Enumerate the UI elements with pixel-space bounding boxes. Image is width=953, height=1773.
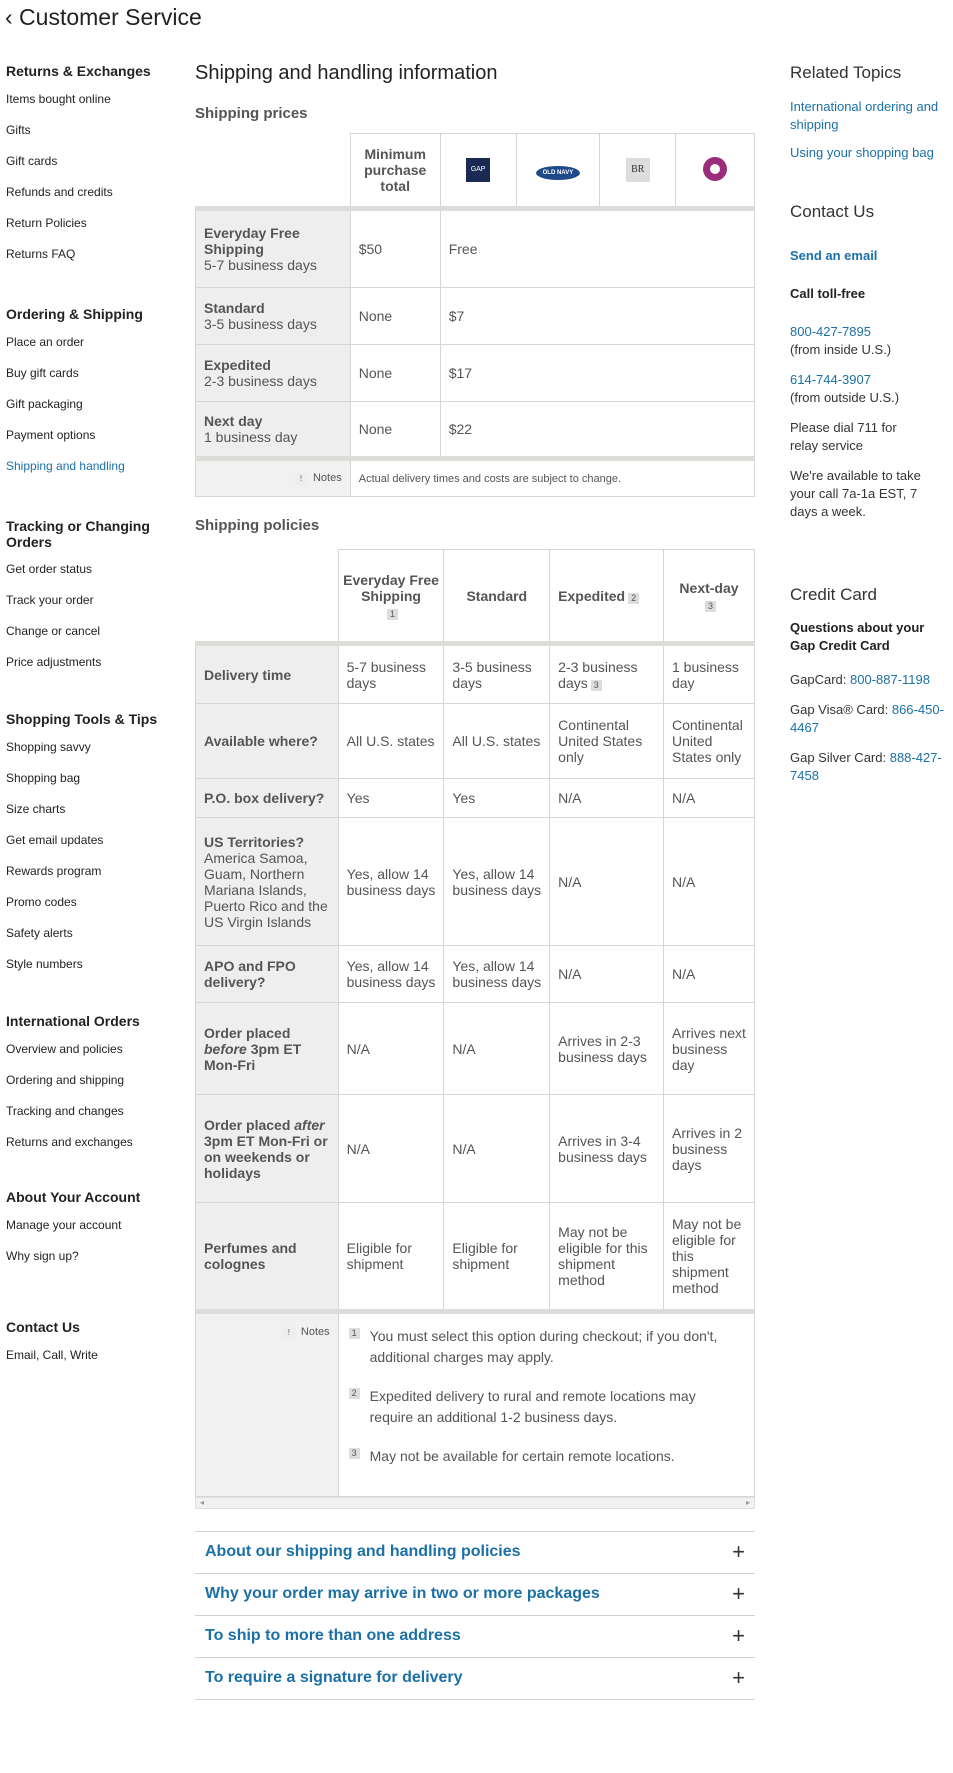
nav-section-title: Returns & Exchanges — [6, 63, 151, 79]
horizontal-scrollbar[interactable] — [195, 1497, 755, 1509]
info-icon: ! — [283, 1327, 295, 1339]
shipping-policies-table — [195, 549, 755, 1497]
nav-item[interactable]: Gift cards — [6, 154, 58, 168]
table-row: Expedited 2-3 business days None $17 — [196, 345, 755, 402]
accordion-signature[interactable]: To require a signature for delivery + — [195, 1658, 755, 1700]
nav-item[interactable]: Returns and exchanges — [6, 1135, 133, 1149]
nav-section-title: About Your Account — [6, 1189, 141, 1205]
banana-republic-logo: BR — [600, 134, 676, 209]
credit-card-title: Credit Card — [790, 585, 877, 604]
nav-item[interactable]: Safety alerts — [6, 926, 73, 940]
plus-icon: + — [732, 1581, 745, 1606]
page-title: Shipping and handling information — [195, 62, 498, 84]
gapcard-phone-link[interactable]: 800-887-1198 — [850, 672, 930, 687]
nav-section-title: Ordering & Shipping — [6, 306, 143, 322]
nav-item[interactable]: Gift packaging — [6, 397, 83, 411]
nav-section-tools — [6, 711, 166, 1013]
plus-icon: + — [732, 1665, 745, 1690]
nav-item[interactable]: Place an order — [6, 335, 85, 349]
accordion-shipping-policies[interactable]: About our shipping and handling policies + — [195, 1532, 755, 1574]
plus-icon: + — [732, 1623, 745, 1648]
nav-item[interactable]: Manage your account — [6, 1218, 122, 1232]
prices-notes-row: ! Notes Actual delivery times and costs are subject to change. — [196, 459, 755, 497]
accordion-multiple-addresses[interactable]: To ship to more than one address + — [195, 1616, 755, 1658]
nav-section-contact — [6, 1319, 166, 1371]
policies-header-row: Everyday Free Shipping 1 Standard Expedited 2 Next-day 3 — [196, 550, 755, 644]
phone-intl-link[interactable]: 614-744-3907 — [790, 372, 871, 387]
call-toll-free-label: Call toll-free — [790, 286, 866, 301]
phone-intl-note: (from outside U.S.) — [790, 390, 900, 405]
table-row: Perfumes and colognes Eligible for shipment Eligible for shipment May not be eligible for this shipment method May not be eligible for this shipment method — [196, 1203, 755, 1312]
visa-line: Gap Visa® Card: 866-450-4467 — [790, 702, 944, 735]
table-row: Everyday Free Shipping 5-7 business days $50 Free — [196, 209, 755, 288]
nav-item[interactable]: Track your order — [6, 593, 94, 607]
related-link[interactable]: Using your shopping bag — [790, 145, 934, 160]
accordion-list — [195, 1531, 755, 1700]
old-navy-logo: OLD NAVY — [516, 134, 600, 209]
nav-item[interactable]: Returns FAQ — [6, 247, 76, 261]
table-row: Next day 1 business day None $22 — [196, 402, 755, 459]
back-to-customer-service[interactable]: ‹ Customer Service — [5, 4, 202, 30]
accordion-multiple-packages[interactable]: Why your order may arrive in two or more packages + — [195, 1574, 755, 1616]
nav-item[interactable]: Price adjustments — [6, 655, 102, 669]
table-row: US Territories? America Samoa, Guam, Northern Mariana Islands, Puerto Rico and the US Virgin Islands Yes, allow 14 business days Yes, allow 14 business days N/A N/A — [196, 818, 755, 946]
table-row: Order placed before 3pm ET Mon-Fri N/A N/A Arrives in 2-3 business days Arrives next business day — [196, 1003, 755, 1095]
nav-item[interactable]: Rewards program — [6, 864, 102, 878]
nav-section-title: Tracking or Changing Orders — [6, 518, 150, 550]
send-email-link[interactable]: Send an email — [790, 248, 878, 263]
athleta-logo — [676, 134, 755, 209]
note-item: 1 You must select this option during checkout; if you don't, additional charges may apply. — [347, 1326, 730, 1368]
silver-phone-link[interactable]: 888-427-7458 — [790, 750, 942, 783]
nav-item[interactable]: Email, Call, Write — [6, 1348, 98, 1362]
nav-item[interactable]: Get email updates — [6, 833, 104, 847]
table-row: Available where? All U.S. states All U.S. states Continental United States only Continental United States only — [196, 704, 755, 779]
related-link[interactable]: International ordering and shipping — [790, 99, 939, 132]
table-row: Standard 3-5 business days None $7 — [196, 288, 755, 345]
right-sidebar — [790, 63, 950, 785]
related-topics-title: Related Topics — [790, 63, 902, 82]
nav-item[interactable]: Tracking and changes — [6, 1104, 124, 1118]
nav-item[interactable]: Why sign up? — [6, 1249, 79, 1263]
nav-section-ordering — [6, 306, 166, 518]
nav-section-title: International Orders — [6, 1013, 140, 1029]
nav-item[interactable]: Overview and policies — [6, 1042, 123, 1056]
table-row: P.O. box delivery? Yes Yes N/A N/A — [196, 779, 755, 818]
gapcard-line: GapCard: 800-887-1198 — [790, 672, 930, 687]
nav-section-international — [6, 1013, 166, 1189]
nav-item[interactable]: Promo codes — [6, 895, 77, 909]
main-content — [195, 62, 755, 1700]
nav-item[interactable]: Refunds and credits — [6, 185, 113, 199]
nav-item[interactable]: Buy gift cards — [6, 366, 79, 380]
min-purchase-header: Minimum purchase total — [350, 134, 440, 209]
policies-notes-row: ! Notes 1 You must select this option during checkout; if you don't, additional charges may apply. 2 Expedited delivery to rural and remote locations may require an additional 1-2 business days. 3 May not be available for certain remote locations. — [196, 1312, 755, 1497]
nav-item[interactable]: Shopping savvy — [6, 740, 91, 754]
credit-card-question: Questions about your Gap Credit Card — [790, 620, 925, 653]
nav-item[interactable]: Style numbers — [6, 957, 83, 971]
contact-us-title: Contact Us — [790, 202, 875, 221]
nav-item-active[interactable]: Shipping and handling — [6, 459, 125, 473]
nav-section-title: Contact Us — [6, 1319, 80, 1335]
nav-section-account — [6, 1189, 166, 1319]
relay-text: Please dial 711 for relay service — [790, 420, 897, 453]
nav-item[interactable]: Ordering and shipping — [6, 1073, 125, 1087]
shipping-prices-table — [195, 133, 755, 497]
nav-item[interactable]: Get order status — [6, 562, 93, 576]
plus-icon: + — [732, 1539, 745, 1564]
gap-logo: GAP — [440, 134, 516, 209]
note-item: 3 May not be available for certain remote locations. — [347, 1446, 730, 1467]
table-row: Delivery time 5-7 business days 3-5 business days 2-3 business days 3 1 business day — [196, 644, 755, 704]
nav-item[interactable]: Change or cancel — [6, 624, 101, 638]
nav-item[interactable]: Size charts — [6, 802, 66, 816]
shipping-prices-heading: Shipping prices — [195, 105, 308, 122]
nav-item[interactable]: Return Policies — [6, 216, 87, 230]
note-item: 2 Expedited delivery to rural and remote locations may require an additional 1-2 business days. — [347, 1386, 730, 1428]
nav-item[interactable]: Shopping bag — [6, 771, 81, 785]
info-icon: ! — [295, 473, 307, 485]
hours-text: We're available to take your call 7a-1a EST, 7 days a week. — [790, 468, 921, 519]
table-row: APO and FPO delivery? Yes, allow 14 business days Yes, allow 14 business days N/A N/A — [196, 946, 755, 1003]
left-nav — [6, 63, 166, 1371]
nav-section-title: Shopping Tools & Tips — [6, 711, 158, 727]
phone-us-link[interactable]: 800-427-7895 — [790, 324, 871, 339]
nav-section-tracking — [6, 518, 166, 711]
shipping-policies-heading: Shipping policies — [195, 517, 320, 534]
nav-item[interactable]: Gifts — [6, 123, 31, 137]
prices-header-row — [196, 134, 755, 209]
nav-item[interactable]: Payment options — [6, 428, 96, 442]
nav-section-returns — [6, 63, 166, 306]
empty-header-cell — [196, 134, 351, 209]
silver-line: Gap Silver Card: 888-427-7458 — [790, 750, 942, 783]
scroll-right-icon[interactable]: ▸ — [745, 1498, 750, 1507]
scroll-left-icon[interactable]: ◂ — [200, 1498, 205, 1507]
nav-item[interactable]: Items bought online — [6, 92, 111, 106]
table-row: Order placed after 3pm ET Mon-Fri or on weekends or holidays N/A N/A Arrives in 3-4 business days Arrives in 2 business days — [196, 1095, 755, 1203]
visa-phone-link[interactable]: 866-450-4467 — [790, 702, 944, 735]
phone-us-note: (from inside U.S.) — [790, 342, 892, 357]
